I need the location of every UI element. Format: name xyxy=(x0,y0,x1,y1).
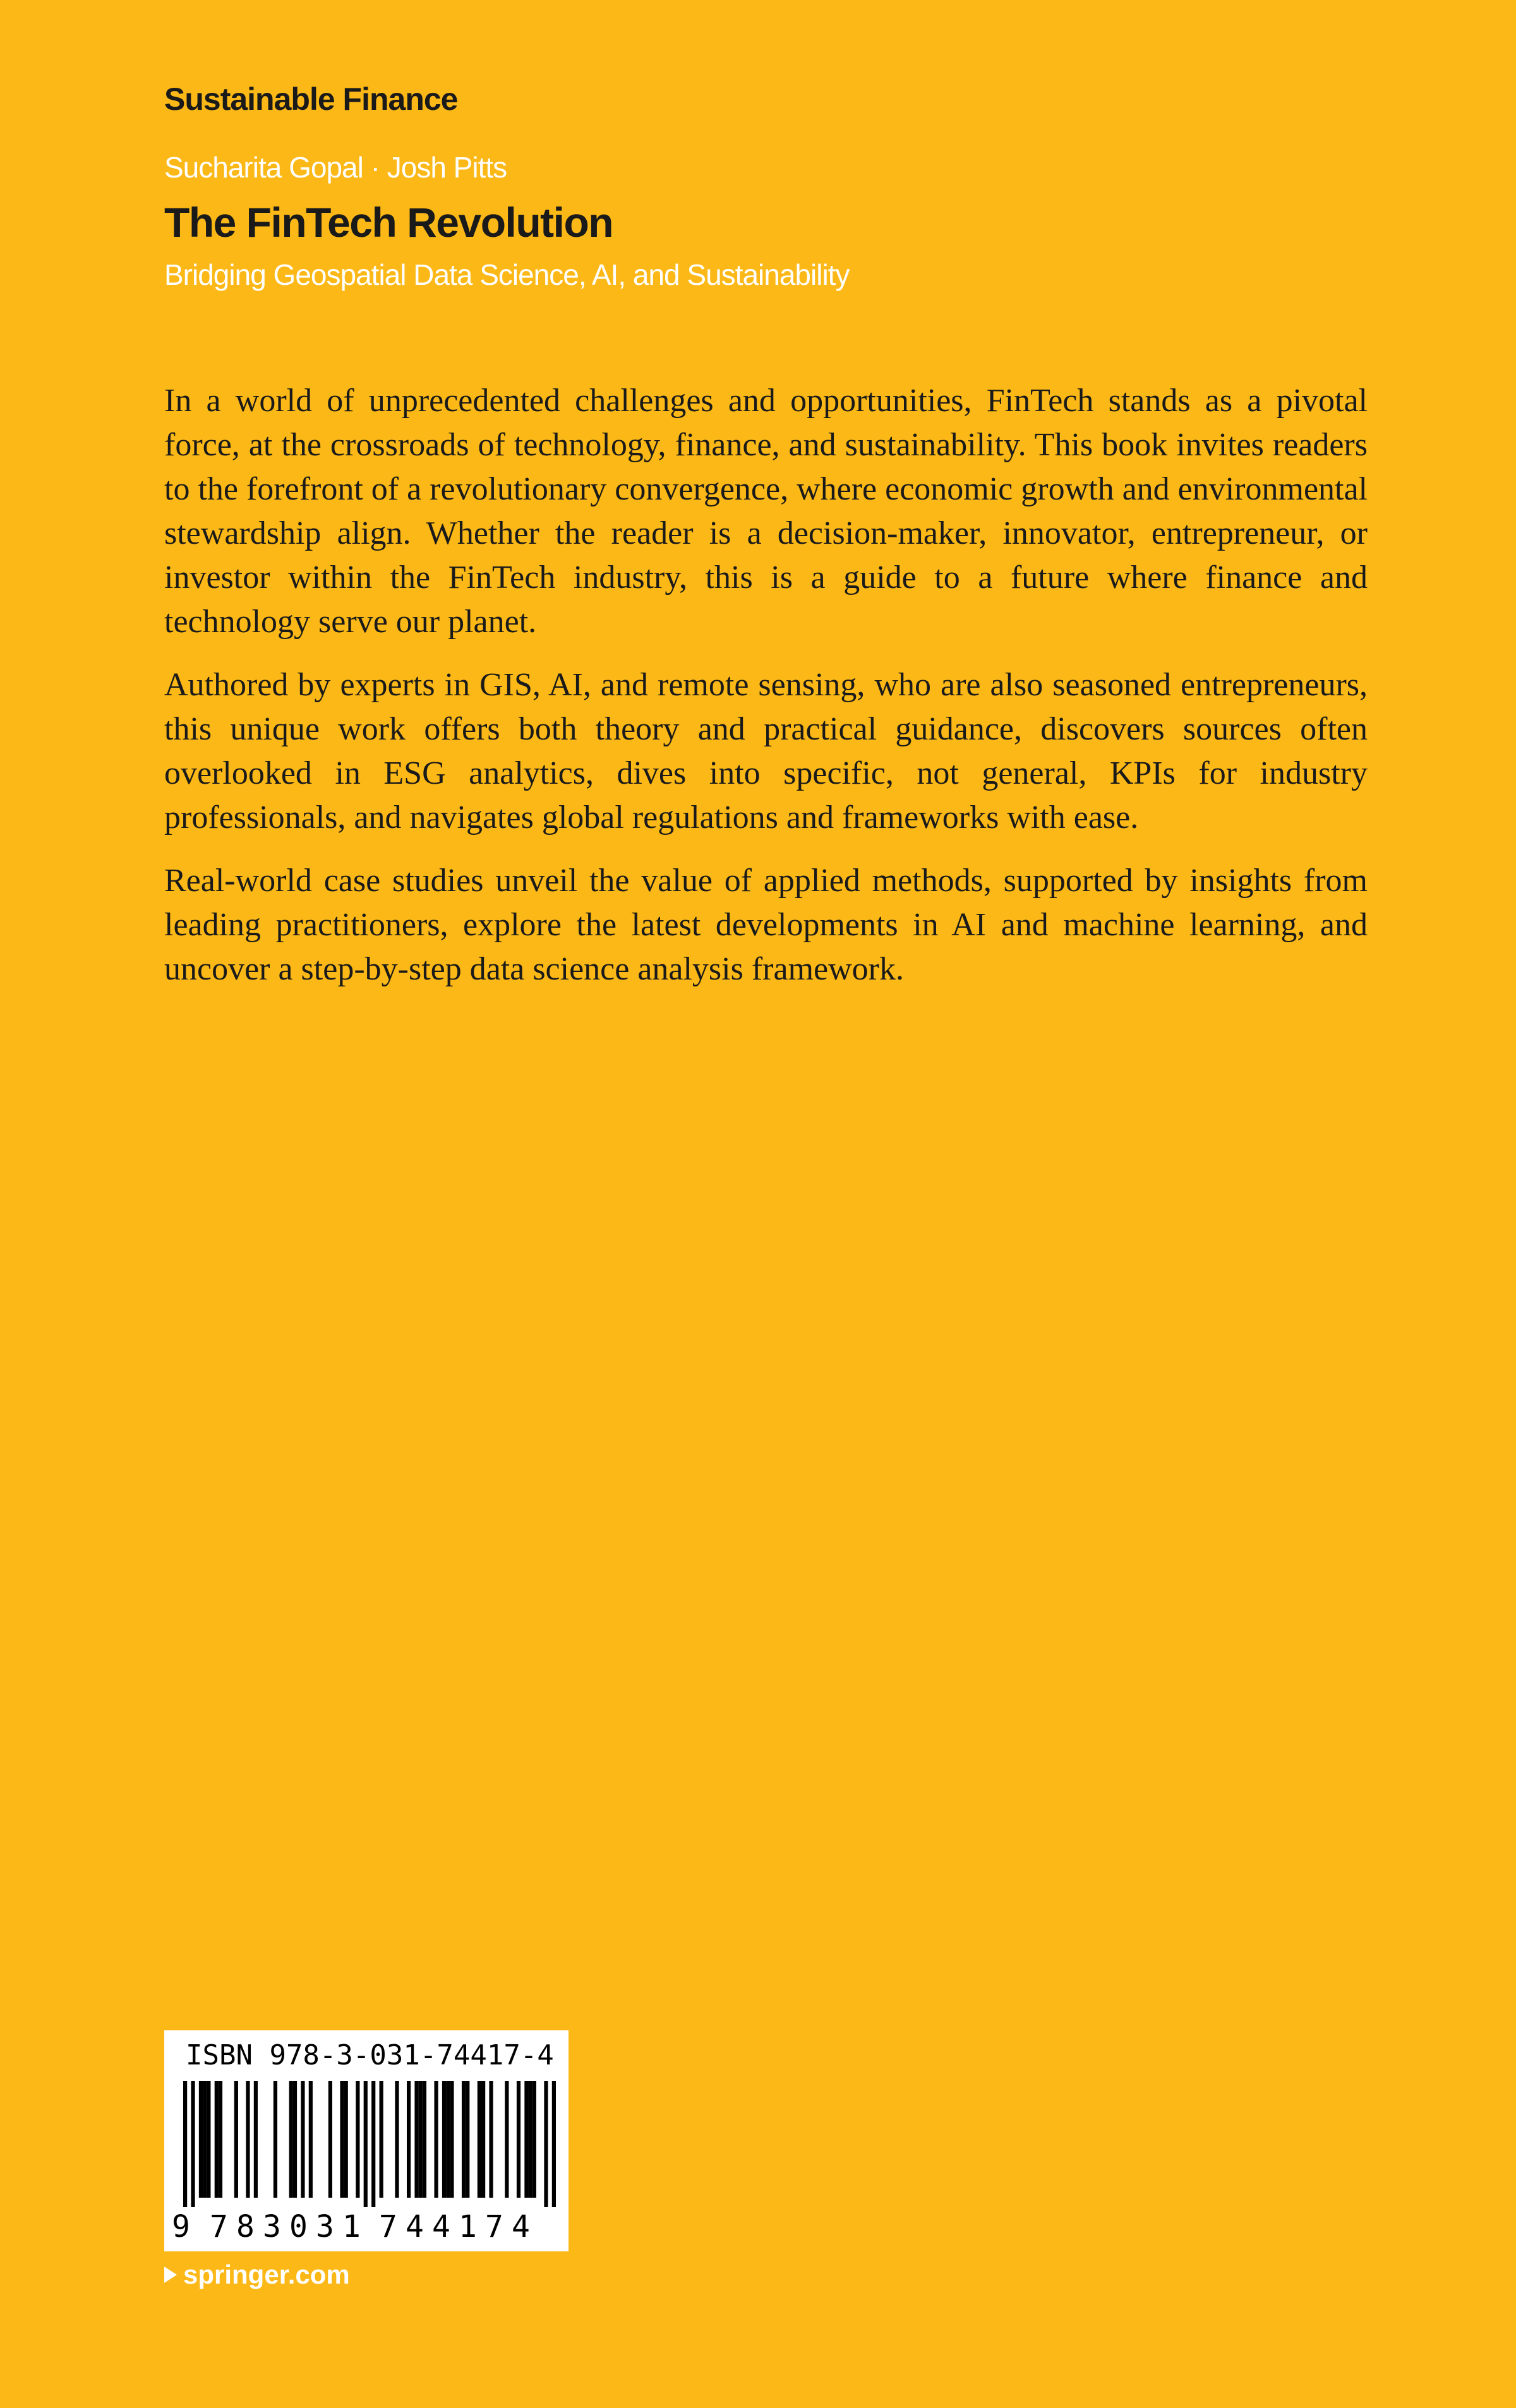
barcode-digit: 7 xyxy=(379,2209,397,2244)
barcode-bar xyxy=(328,2081,332,2198)
barcode-bar xyxy=(442,2081,446,2198)
barcode-bar xyxy=(517,2081,520,2198)
barcode-bar xyxy=(274,2081,277,2198)
barcode-digit: 3 xyxy=(263,2209,281,2244)
publisher-link[interactable] xyxy=(164,2260,350,2290)
barcode-bar xyxy=(371,2081,375,2207)
barcode-bar xyxy=(203,2081,207,2198)
barcode-bar xyxy=(191,2081,195,2207)
barcode-bar xyxy=(434,2081,438,2198)
barcode-bar xyxy=(395,2081,399,2198)
barcode-bar xyxy=(301,2081,304,2198)
barcode-bar xyxy=(356,2081,359,2198)
barcode-bar xyxy=(289,2081,293,2198)
isbn-barcode-box xyxy=(164,2030,568,2251)
barcode-bar xyxy=(183,2081,187,2207)
barcode-bar xyxy=(446,2081,450,2198)
barcode-bar xyxy=(340,2081,344,2198)
barcode-digit: 9 xyxy=(172,2209,190,2244)
blurb-paragraph-1: In a world of unprecedented challenges and opportunities, FinTech stands as a pivotal force, at the crossroads of technology, finance, and sustainability. This book invites readers to the forefront of a revolutionary convergence, where economic growth and environmental stewardship align. Whether the reader is a decision-maker, innovator, entrepreneur, or investor within the FinTech industry, this is a guide to a future where finance and technology serve our planet. xyxy=(164,383,1368,640)
blurb xyxy=(164,379,1368,1010)
barcode-digit: 7 xyxy=(210,2209,228,2244)
authors: Sucharita Gopal · Josh Pitts xyxy=(164,151,507,184)
publisher-website: springer.com xyxy=(183,2260,350,2289)
barcode-bar xyxy=(309,2081,313,2198)
barcode-bar xyxy=(481,2081,485,2198)
barcode-bar xyxy=(450,2081,454,2198)
barcode-bar xyxy=(462,2081,466,2198)
barcode-digit: 0 xyxy=(289,2209,308,2244)
book-title: The FinTech Revolution xyxy=(164,199,613,246)
barcode-bar xyxy=(423,2081,426,2198)
series-title: Sustainable Finance xyxy=(164,81,458,117)
barcode-bar xyxy=(380,2081,383,2198)
barcode-digit: 8 xyxy=(236,2209,255,2244)
book-subtitle: Bridging Geospatial Data Science, AI, and Sustainability xyxy=(164,258,850,291)
barcode-bar xyxy=(466,2081,469,2198)
arrow-right-icon xyxy=(164,2267,177,2283)
isbn-label: ISBN 978-3-031-74417-4 xyxy=(186,2039,554,2071)
barcode-digit: 4 xyxy=(512,2209,530,2244)
barcode-bar xyxy=(254,2081,258,2198)
barcode-icon xyxy=(183,2081,556,2207)
barcode-bar xyxy=(215,2081,219,2198)
barcode-digits xyxy=(164,2204,568,2248)
barcode-bar xyxy=(524,2081,528,2198)
barcode-digit: 4 xyxy=(406,2209,424,2244)
barcode-bar xyxy=(419,2081,423,2198)
barcode-digit: 1 xyxy=(342,2209,361,2244)
barcode-bar xyxy=(364,2081,368,2207)
barcode-bar xyxy=(246,2081,250,2198)
barcode-bar xyxy=(207,2081,210,2198)
barcode-bar xyxy=(219,2081,222,2198)
barcode-bar xyxy=(532,2081,536,2198)
barcode-bar xyxy=(489,2081,493,2198)
barcode-bar xyxy=(199,2081,203,2198)
barcode-bar xyxy=(344,2081,348,2198)
barcode-digit: 1 xyxy=(459,2209,477,2244)
barcode-digit: 4 xyxy=(432,2209,450,2244)
blurb-paragraph-2: Authored by experts in GIS, AI, and remote sensing, who are also seasoned entrepreneurs, this unique work offers both theory and practical guidance, discovers sources often overlooked in ESG analytics, dives into specific, not general, KPIs for industry professionals, and navigates global regulations and frameworks with ease. xyxy=(164,667,1368,836)
barcode-bar xyxy=(478,2081,481,2198)
barcode-digit: 7 xyxy=(485,2209,503,2244)
barcode-bar xyxy=(234,2081,238,2198)
barcode-bar xyxy=(293,2081,297,2198)
barcode-bar xyxy=(529,2081,532,2198)
barcode-digit: 3 xyxy=(316,2209,334,2244)
barcode-bar xyxy=(552,2081,556,2207)
blurb-paragraph-3: Real-world case studies unveil the value of applied methods, supported by insights from leading practitioners, explore the latest developments in AI and machine learning, and uncover a step-by-step data science analysis framework. xyxy=(164,863,1368,987)
barcode-bar xyxy=(414,2081,418,2198)
barcode-bar xyxy=(544,2081,548,2207)
barcode-bar xyxy=(505,2081,508,2198)
barcode-bar xyxy=(407,2081,411,2198)
